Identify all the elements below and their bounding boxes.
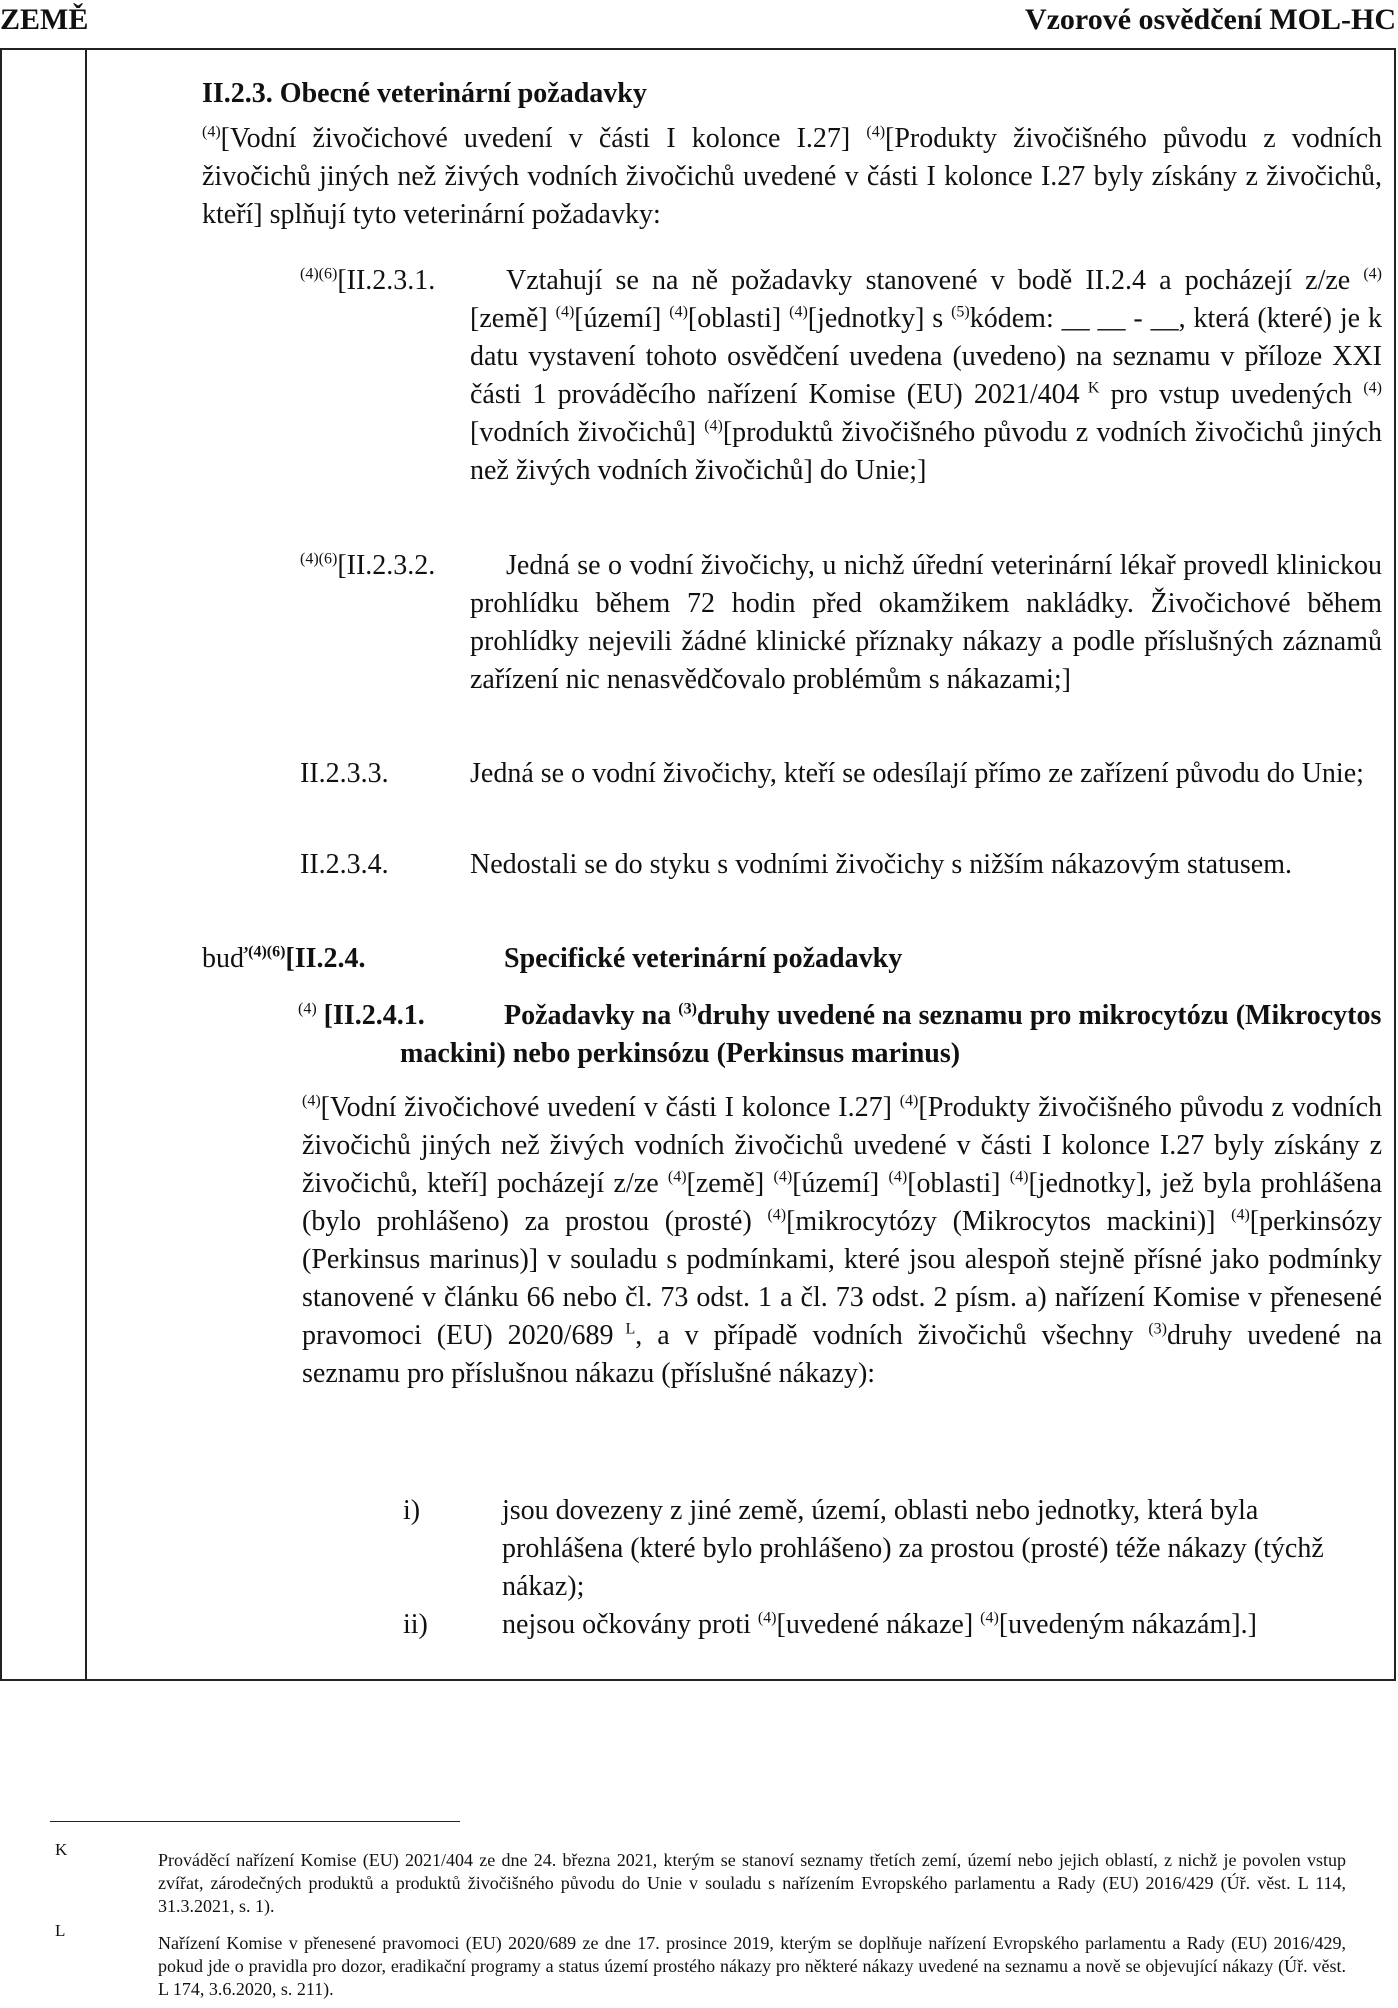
footnote-ref: K [1079,379,1100,397]
text: [oblasti] [687,303,790,334]
footnote-ref: (4) [302,1092,321,1110]
text: [perkinsózy (Perkinsus marinus)] v souladu s podmínkami, které jsou alespoň stejně přísné jako podmínky stanovené v článku 66 nebo čl. 73 odst. 1 a čl. 73 odst. 2 písm. a) nařízení Komise v přenesené pravomoci (EU) 2020/689 [302,1206,1382,1351]
footnote-ref: (4) [767,1206,787,1224]
item-text [470,262,1382,490]
section-24-title: Specifické veterinární požadavky [504,943,903,974]
footnote-ref: (4) [555,303,575,321]
footnote-ref: (4) [773,1168,793,1186]
text: druhy uvedené na seznamu pro příslušnou nákazu (příslušné nákazy): [302,1320,1382,1389]
item-num: [II.2.3.2. [337,550,436,581]
footnote-text: Nařízení Komise v přenesené pravomoci (EU) 2020/689 ze dne 17. prosince 2019, kterým se doplňuje nařízení Evropského parlamentu a Rady (EU) 2016/429, pokud jde o pravidla pro dozor, eradikační programy a status území prostého nákazy pro některé nákazy uvedené na seznamu a nově se objevující nákazy (Úř. věst. L 174, 3.6.2020, s. 211). [158,1933,1346,1999]
text: [jednotky], jež byla prohlášena (bylo prohlášeno) za prostou (prosté) [302,1168,1383,1237]
text: buď [202,943,249,974]
text: , a v případě vodních živočichů všechny [635,1320,1149,1351]
subsection-body [302,1089,1382,1393]
text: [Produkty živočišného původu z vodních živočichů jiných než živých vodních živočichů uvedené v části I kolonce I.27 byly získány z živočichů, kteří] pocházejí z/ze [302,1092,1383,1199]
item-num: [II.2.4. [285,943,366,974]
list-label: i) [403,1495,421,1526]
list-item-text [502,1606,1382,1644]
text: Požadavky na [504,1000,679,1031]
text: [produktů živočišného původu z vodních živočichů jiných než živých vodních živočichů] do Unie;] [470,417,1382,486]
footnote-ref: (4) [866,123,886,141]
footnote-ref: (4) [789,303,808,321]
footnote-separator [50,1821,460,1822]
intro-text-b: [Produkty živočišného původu z vodních živočichů jiných než živých vodních živočichů uvedené v části I kolonce I.27 byly získány z živočichů, kteří] splňují tyto veterinární požadavky: [202,123,1382,230]
text: [uvedené nákaze] [776,1609,981,1640]
item-number [300,547,435,585]
footnote-ref: (4) [1363,379,1382,397]
text: kódem: __ __ - __, která (které) je k datu vystavení tohoto osvědčení uvedena (uvedeno) na seznamu v příloze XXI části 1 prováděcího nařízení Komise (EU) 2021/404 [470,303,1383,410]
text: [Vodní živočichové uvedení v části I kolonce I.27] [320,1092,900,1123]
footnote-ref: (4) [202,123,221,141]
footnote-ref: (4) [1231,1206,1250,1224]
footnote-ref: (4)(6) [300,550,338,568]
item-text: Jedná se o vodní živočichy, u nichž úřední veterinární lékař provedl klinickou prohlídku během 72 hodin před okamžikem nakládky. Živočichové během prohlídky nejevili žádné klinické příznaky nákazy a podle příslušných záznamů zařízení nic nenasvědčovalo problémům s nákazami;] [470,550,1382,695]
footnote-mark: K [55,1840,68,1859]
footnote-ref: (4) [704,417,723,435]
footnote-ref: (4) [1009,1168,1029,1186]
footnote-ref: (3) [1148,1320,1167,1338]
footnote-ref: (4) [667,1168,687,1186]
text: [země] [470,303,556,334]
footnote-ref: (4) [899,1092,919,1110]
footnote-ref: (4)(6) [248,943,286,961]
footnote-ref: (4) [888,1168,908,1186]
footnote-ref: (4) [980,1609,999,1627]
column-divider [85,48,87,1681]
footnote-ref: (5) [951,303,970,321]
item-number [300,262,435,300]
item-number: II.2.3.4. [300,849,389,880]
text: [země] [686,1168,774,1199]
text: [uvedeným nákazám].] [998,1609,1257,1640]
header-country: ZEMĚ [0,3,89,36]
footnote-ref: (4) [1363,265,1382,283]
item-text: Nedostali se do styku s vodními živočichy s nižším nákazovým statusem. [470,849,1292,880]
section-intro [202,120,1382,234]
footnote-ref: L [613,1320,636,1338]
item-number: II.2.3.3. [300,758,389,789]
item-text: Jedná se o vodní živočichy, kteří se odesílají přímo ze zařízení původu do Unie; [470,758,1364,789]
text: [jednotky] s [807,303,952,334]
text: [vodních živočichů] [470,417,705,448]
footnote-ref: (4) [669,303,688,321]
text: druhy uvedené na seznamu pro mikrocytózu (Mikrocytos mackini) nebo perkinsózu (Perkinsus marinus) [400,1000,1382,1069]
section-heading: II.2.3. Obecné veterinární požadavky [202,78,647,109]
text: pro vstup uvedených [1099,379,1364,410]
footnote-text: Prováděcí nařízení Komise (EU) 2021/404 ze dne 24. března 2021, kterým se stanoví seznamy třetích zemí, území nebo jejich oblastí, z nichž je povolen vstup zvířat, zárodečných produktů a produktů živočišného původu do Unie v souladu s nařízením Evropského parlamentu a Rady (EU) 2016/429 (Úř. věst. L 114, 31.3.2021, s. 1). [158,1850,1346,1916]
footnote-ref: (3) [678,1000,697,1018]
intro-text-a: [Vodní živočichové uvedení v části I kolonce I.27] [220,123,867,154]
text: [území] [574,303,670,334]
text: [oblasti] [907,1168,1010,1199]
section-24-number [202,940,366,978]
item-num: [II.2.3.1. [337,265,436,296]
text: [území] [792,1168,889,1199]
item-num: [II.2.4.1. [323,1000,425,1031]
list-label: ii) [403,1609,428,1640]
footnote-ref: (4) [757,1609,777,1627]
text: [mikrocytózy (Mikrocytos mackini)] [786,1206,1232,1237]
subsection-title [400,997,1390,1073]
footnote-mark: L [55,1921,66,1940]
list-item-text: jsou dovezeny z jiné země, území, oblasti nebo jednotky, která byla prohlášena (které bylo prohlášeno) za prostou (prosté) téže nákazy (týchž nákaz); [502,1495,1324,1602]
header-certificate-title: Vzorové osvědčení MOL-HC [1024,3,1396,36]
text: Vztahují se na ně požadavky stanovené v bodě II.2.4 a pocházejí z/ze [506,265,1364,296]
footnote-ref: (4) [298,1000,317,1018]
footnote-ref: (4)(6) [300,265,338,283]
text: nejsou očkovány proti [502,1609,758,1640]
